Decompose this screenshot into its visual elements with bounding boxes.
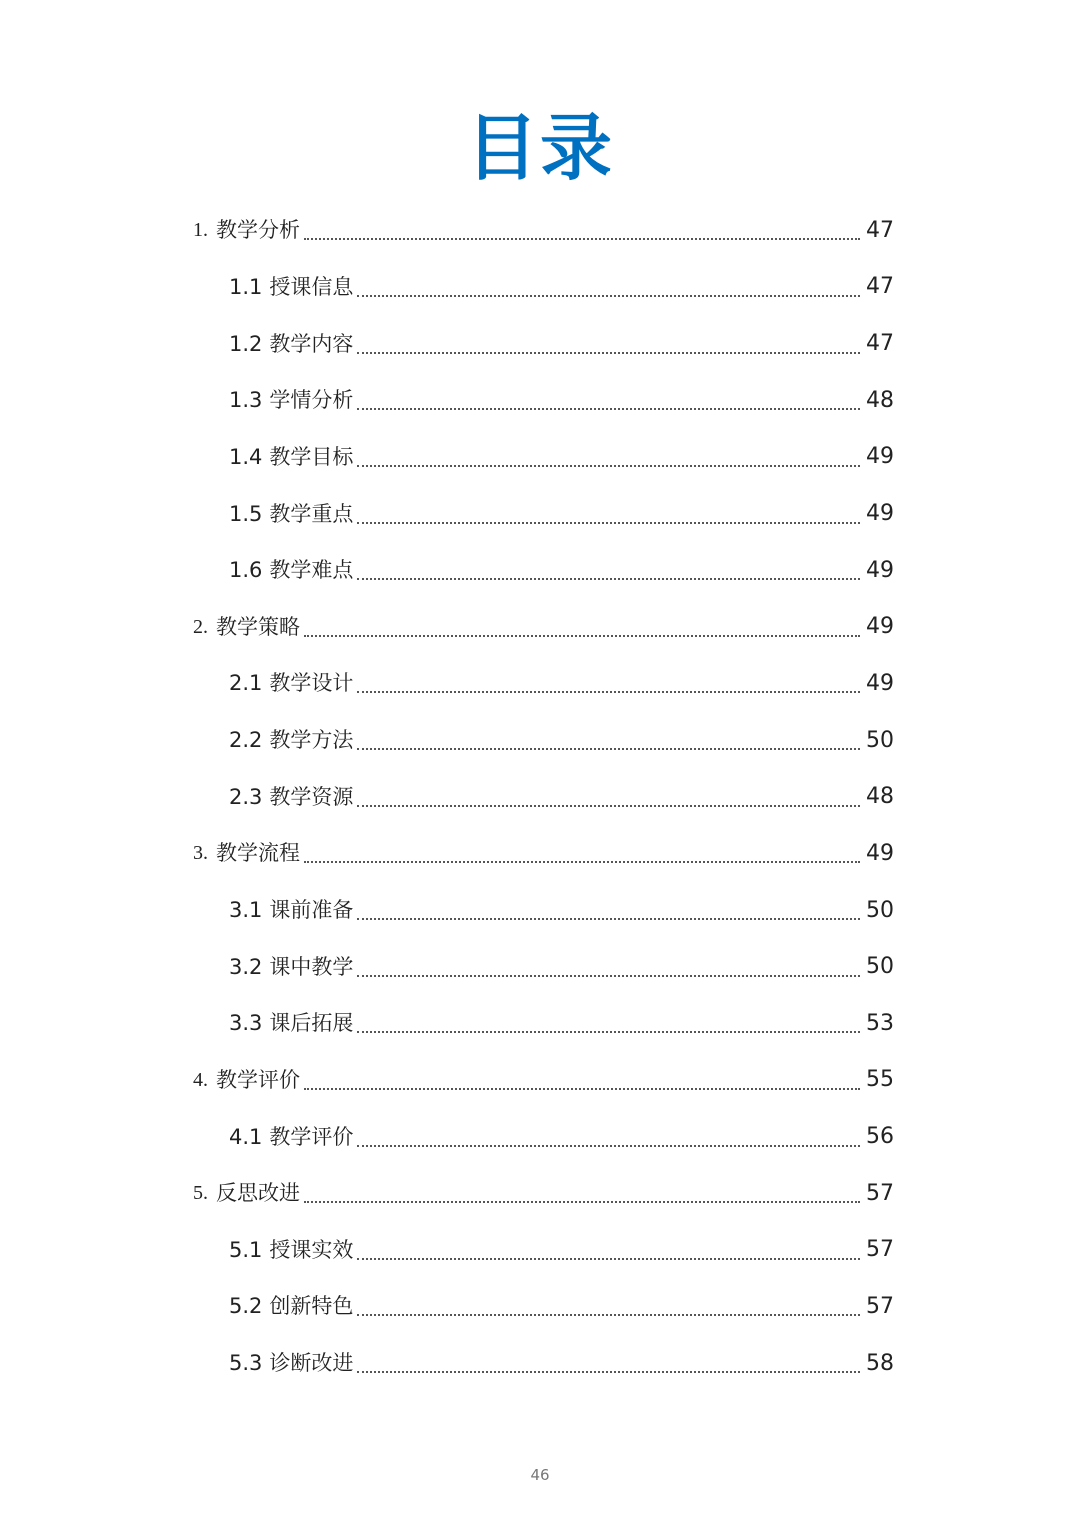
dot-leader (357, 748, 860, 750)
dot-leader (357, 1258, 860, 1260)
toc-entry-page: 58 (866, 1350, 894, 1376)
toc-entry-title: 教学目标 (269, 444, 354, 469)
toc-entry-page: 47 (866, 274, 894, 300)
toc-entry-number: 3.1 (229, 898, 263, 922)
toc-entry-title: 学情分析 (269, 388, 354, 413)
toc-entry-page: 50 (866, 954, 894, 980)
dot-leader (357, 805, 860, 807)
toc-entry-number: 5.1 (229, 1237, 263, 1262)
toc-entry-section[interactable] (0, 485, 1080, 542)
toc-entry-number: 5.3 (229, 1351, 263, 1376)
toc-entry-page: 57 (866, 1293, 894, 1319)
toc-entry-section[interactable] (0, 315, 1080, 372)
toc-entry-section[interactable] (0, 372, 1080, 429)
dot-leader (304, 1201, 860, 1203)
toc-entry-page: 49 (866, 840, 894, 866)
toc-entry-number: 3. (193, 842, 208, 865)
dot-leader (304, 861, 860, 863)
dot-leader (357, 578, 860, 580)
toc-entry-page: 47 (866, 217, 894, 243)
toc-entry-title: 教学资源 (269, 784, 354, 809)
toc-list (0, 202, 1080, 1391)
toc-entry-title: 教学分析 (216, 218, 300, 243)
toc-entry-number: 1. (193, 219, 208, 242)
toc-entry-page: 48 (866, 784, 894, 810)
toc-entry-title: 教学内容 (269, 331, 354, 356)
toc-entry-title: 教学评价 (269, 1124, 354, 1149)
toc-entry-number: 5. (193, 1182, 208, 1205)
toc-entry-title: 反思改进 (216, 1181, 300, 1206)
toc-entry-chapter[interactable] (0, 1052, 1080, 1109)
toc-entry-title: 授课信息 (269, 274, 354, 299)
toc-entry-section[interactable] (0, 542, 1080, 599)
dot-leader (304, 1088, 860, 1090)
toc-entry-chapter[interactable] (0, 598, 1080, 655)
toc-entry-number: 2. (193, 615, 208, 638)
toc-entry-title: 授课实效 (269, 1237, 354, 1262)
toc-entry-page: 49 (866, 614, 894, 640)
toc-entry-section[interactable] (0, 1222, 1080, 1279)
toc-entry-section[interactable] (0, 938, 1080, 995)
toc-entry-page: 56 (866, 1124, 894, 1150)
toc-entry-section[interactable] (0, 1278, 1080, 1335)
toc-entry-chapter[interactable] (0, 1165, 1080, 1222)
toc-entry-page: 57 (866, 1237, 894, 1263)
dot-leader (357, 465, 860, 467)
toc-entry-number: 2.1 (229, 671, 263, 696)
toc-entry-page: 49 (866, 501, 894, 527)
toc-entry-section[interactable] (0, 1335, 1080, 1392)
toc-entry-page: 49 (866, 557, 894, 583)
dot-leader (357, 295, 860, 297)
toc-entry-number: 1.4 (229, 444, 263, 469)
toc-entry-title: 教学设计 (269, 671, 354, 696)
dot-leader (357, 918, 860, 920)
toc-entry-page: 48 (866, 387, 894, 413)
toc-entry-section[interactable] (0, 882, 1080, 939)
toc-entry-number: 1.2 (229, 331, 263, 356)
toc-entry-chapter[interactable] (0, 825, 1080, 882)
dot-leader (357, 352, 860, 354)
toc-entry-section[interactable] (0, 429, 1080, 486)
toc-entry-section[interactable] (0, 259, 1080, 316)
dot-leader (357, 975, 860, 977)
toc-entry-page: 57 (866, 1180, 894, 1206)
toc-entry-number: 2.3 (229, 784, 263, 809)
dot-leader (357, 1031, 860, 1033)
dot-leader (357, 1314, 860, 1316)
toc-entry-title: 教学重点 (269, 501, 354, 526)
toc-entry-title: 创新特色 (269, 1294, 354, 1319)
dot-leader (357, 1371, 860, 1373)
toc-entry-title: 教学流程 (216, 841, 300, 866)
dot-leader (304, 238, 860, 240)
toc-entry-section[interactable] (0, 995, 1080, 1052)
toc-entry-section[interactable] (0, 712, 1080, 769)
toc-entry-page: 47 (866, 331, 894, 357)
toc-entry-title: 教学策略 (216, 614, 300, 639)
toc-entry-section[interactable] (0, 1108, 1080, 1165)
toc-entry-title: 课中教学 (269, 954, 354, 979)
dot-leader (304, 635, 860, 637)
toc-entry-number: 1.5 (229, 501, 263, 526)
toc-entry-title: 课前准备 (269, 898, 354, 922)
toc-entry-page: 49 (866, 670, 894, 696)
toc-title: 目录 (465, 106, 614, 190)
toc-entry-number: 2.2 (229, 728, 263, 753)
toc-entry-title: 诊断改进 (269, 1351, 354, 1376)
toc-entry-page: 55 (866, 1067, 894, 1093)
dot-leader (357, 408, 860, 410)
toc-entry-page: 50 (866, 897, 894, 923)
toc-entry-number: 4.1 (229, 1124, 263, 1149)
dot-leader (357, 691, 860, 693)
toc-entry-title: 教学难点 (269, 558, 354, 583)
toc-entry-page: 53 (866, 1010, 894, 1036)
dot-leader (357, 522, 860, 524)
toc-entry-number: 3.2 (229, 954, 263, 979)
toc-entry-chapter[interactable] (0, 202, 1080, 259)
toc-entry-section[interactable] (0, 655, 1080, 712)
toc-entry-number: 5.2 (229, 1294, 263, 1319)
toc-entry-title: 课后拓展 (269, 1011, 354, 1036)
toc-entry-section[interactable] (0, 768, 1080, 825)
dot-leader (357, 1145, 860, 1147)
page-number: 46 (530, 1466, 550, 1484)
toc-entry-title: 教学方法 (269, 728, 354, 753)
toc-entry-number: 1.6 (229, 558, 263, 583)
toc-entry-page: 50 (866, 727, 894, 753)
toc-entry-page: 49 (866, 444, 894, 470)
toc-entry-number: 4. (193, 1068, 208, 1091)
toc-entry-number: 1.1 (229, 274, 263, 299)
toc-entry-number: 1.3 (229, 388, 263, 413)
toc-entry-number: 3.3 (229, 1011, 263, 1036)
toc-entry-title: 教学评价 (216, 1067, 300, 1092)
